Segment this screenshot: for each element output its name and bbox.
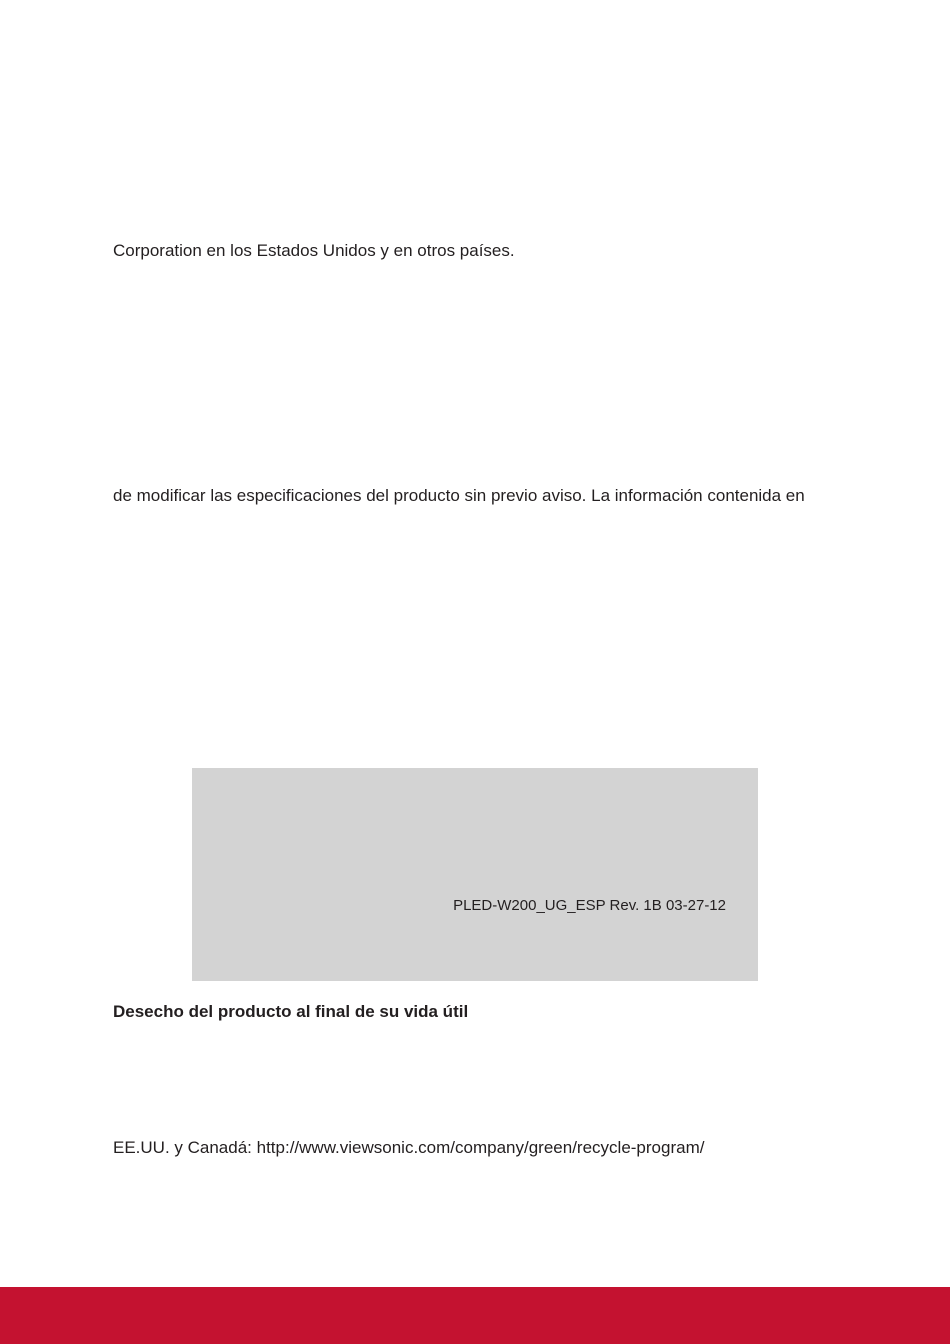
disclaimer-text: de modificar las especificaciones del producto sin previo aviso. La información contenida en bbox=[113, 486, 805, 505]
product-info-box bbox=[192, 768, 758, 981]
footer-bar bbox=[0, 1287, 950, 1344]
trademark-text: Corporation en los Estados Unidos y en otros países. bbox=[113, 241, 515, 260]
document-code: PLED-W200_UG_ESP Rev. 1B 03-27-12 bbox=[453, 897, 726, 914]
disposal-heading: Desecho del producto al final de su vida útil bbox=[113, 1002, 469, 1021]
recycle-program-text: EE.UU. y Canadá: http://www.viewsonic.com/company/green/recycle-program/ bbox=[113, 1138, 705, 1157]
